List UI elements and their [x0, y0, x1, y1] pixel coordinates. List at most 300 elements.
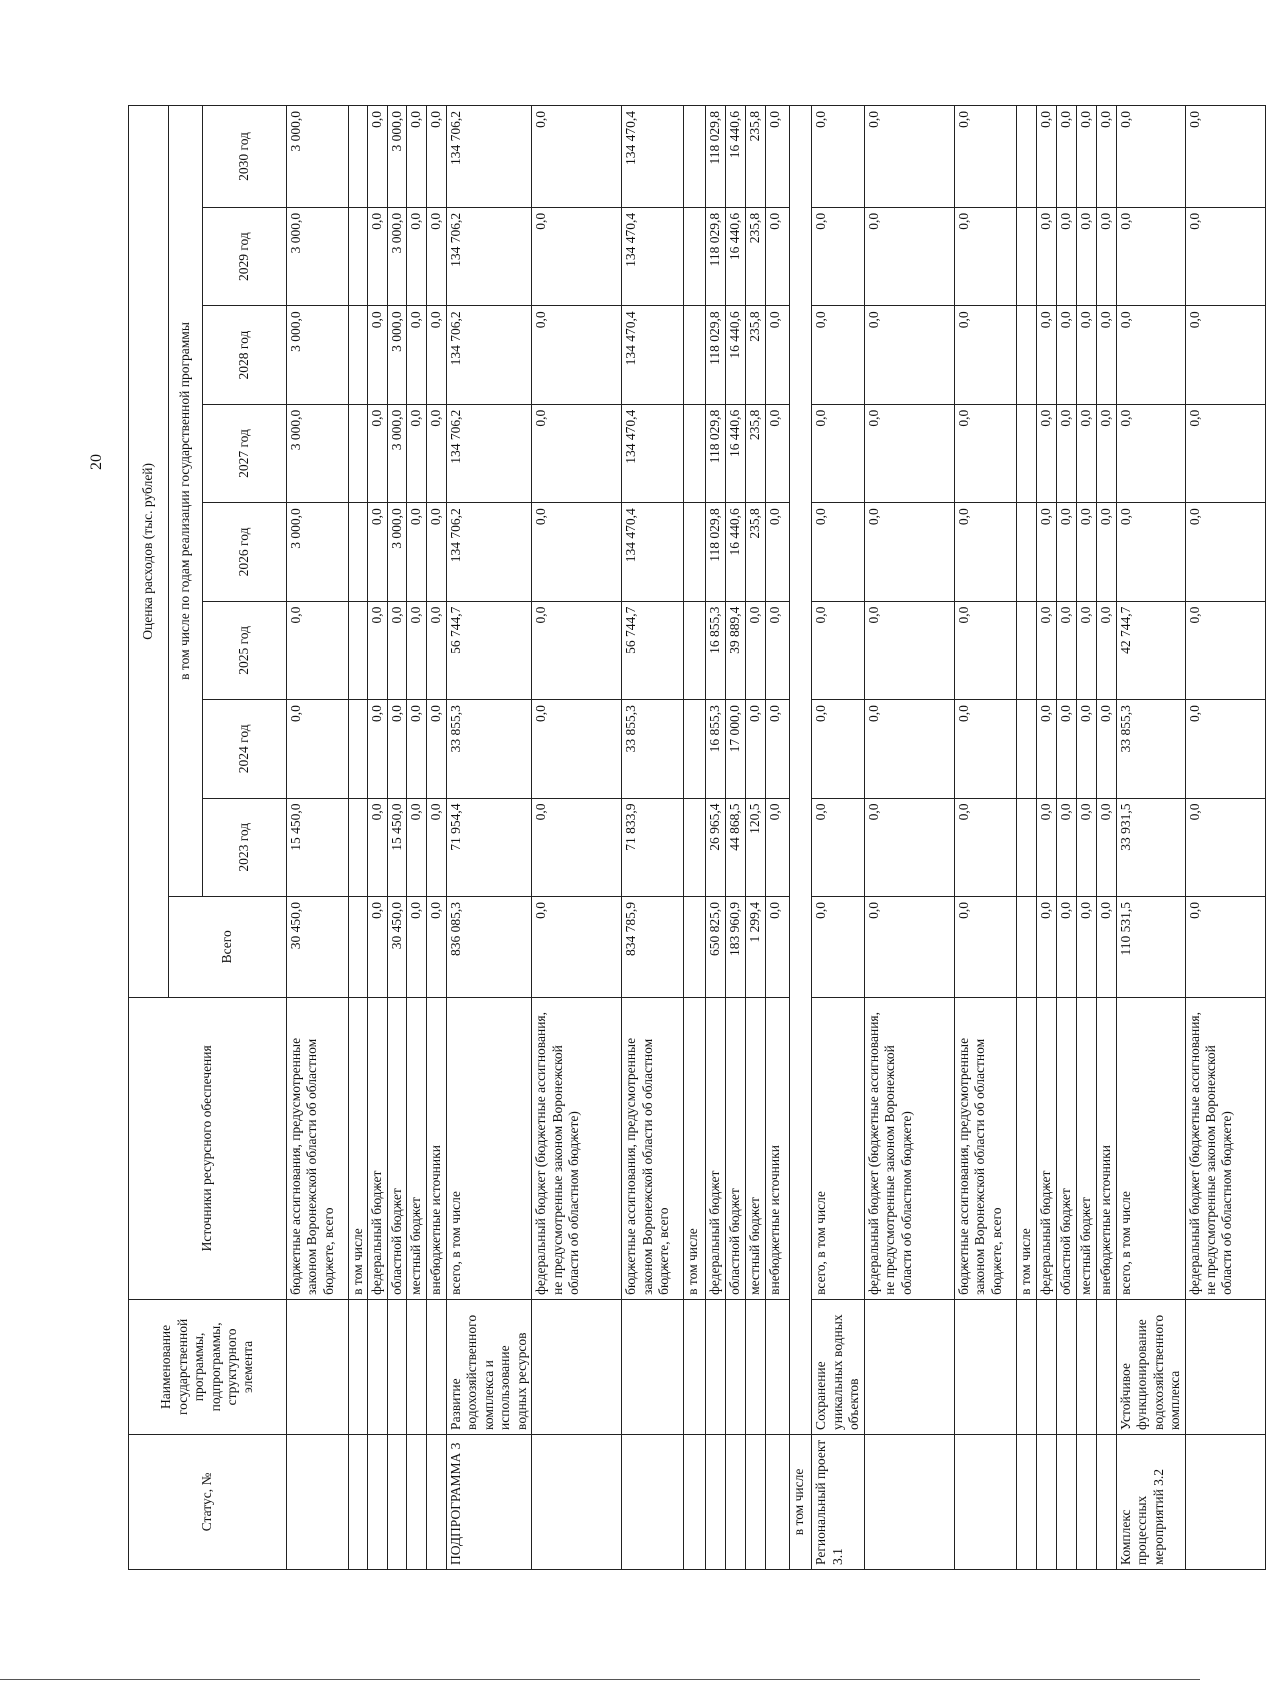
year-value-cell: 118 029,8: [706, 503, 726, 601]
year-value-cell: 0,0: [812, 404, 864, 502]
year-value-cell: 16 440,6: [726, 306, 746, 404]
year-value-cell: 0,0: [864, 106, 954, 208]
year-value-cell: 0,0: [1056, 503, 1076, 601]
status-cell: [622, 1434, 684, 1569]
year-value-cell: 0,0: [532, 700, 622, 798]
year-value-cell: 0,0: [1116, 306, 1185, 404]
source-cell: всего, в том числе: [812, 997, 864, 1299]
year-value-cell: 0,0: [1076, 503, 1096, 601]
year-value-cell: 235,8: [746, 106, 766, 208]
total-value-cell: [349, 896, 368, 997]
year-value-cell: 0,0: [1076, 207, 1096, 305]
year-value-cell: 0,0: [864, 207, 954, 305]
total-value-cell: 0,0: [1036, 896, 1056, 997]
year-value-cell: 0,0: [426, 106, 446, 208]
year-value-cell: 0,0: [746, 601, 766, 699]
table-row: [622, 106, 684, 1570]
year-value-cell: 16 855,3: [706, 700, 726, 798]
year-value-cell: [1016, 404, 1036, 502]
source-cell: всего, в том числе: [446, 997, 531, 1299]
source-cell: бюджетные ассигнования, предусмотренные законом Воронежской области об областном бюджете, всего: [954, 997, 1016, 1299]
status-cell: [1096, 1434, 1116, 1569]
year-value-cell: 0,0: [1056, 700, 1076, 798]
source-cell: областной бюджет: [726, 997, 746, 1299]
year-value-cell: 0,0: [368, 601, 387, 699]
year-value-cell: 0,0: [426, 306, 446, 404]
year-value-cell: 0,0: [1036, 601, 1056, 699]
status-cell: Комплекс процессных мероприятий 3.2: [1116, 1434, 1185, 1569]
status-cell: [426, 1434, 446, 1569]
year-value-cell: 33 855,3: [1116, 700, 1185, 798]
year-value-cell: 33 855,3: [446, 700, 531, 798]
name-cell: [1076, 1299, 1096, 1434]
year-value-cell: 0,0: [426, 798, 446, 896]
year-value-cell: 0,0: [1076, 404, 1096, 502]
page-number: 20: [88, 454, 105, 470]
year-value-cell: 120,5: [746, 798, 766, 896]
year-value-cell: 0,0: [387, 700, 406, 798]
table-row: [1016, 106, 1036, 1570]
year-value-cell: 0,0: [1076, 106, 1096, 208]
year-value-cell: 235,8: [746, 306, 766, 404]
total-value-cell: 650 825,0: [706, 896, 726, 997]
name-cell: [954, 1299, 1016, 1434]
year-value-cell: 0,0: [407, 207, 426, 305]
total-value-cell: 836 085,3: [446, 896, 531, 997]
name-cell: [766, 1299, 790, 1434]
year-value-cell: 0,0: [864, 798, 954, 896]
year-value-cell: [349, 207, 368, 305]
year-value-cell: 0,0: [368, 404, 387, 502]
year-value-cell: 3 000,0: [287, 207, 349, 305]
year-value-cell: 0,0: [1096, 601, 1116, 699]
status-cell: ПОДПРОГРАММА 3: [446, 1434, 531, 1569]
status-cell: [954, 1434, 1016, 1569]
total-value-cell: 1 299,4: [746, 896, 766, 997]
total-value-cell: 0,0: [407, 896, 426, 997]
header-source: Источники ресурсного обеспечения: [129, 997, 287, 1299]
table-row: [1036, 106, 1056, 1570]
year-value-cell: 0,0: [368, 798, 387, 896]
year-value-cell: 0,0: [746, 700, 766, 798]
year-value-cell: [349, 306, 368, 404]
year-value-cell: 0,0: [1185, 404, 1265, 502]
total-value-cell: 183 960,9: [726, 896, 746, 997]
source-cell: федеральный бюджет (бюджетные ассигнования, не предусмотренные законом Воронежской области об областном бюджете): [1185, 997, 1265, 1299]
year-value-cell: 26 965,4: [706, 798, 726, 896]
year-value-cell: 0,0: [532, 306, 622, 404]
source-cell: в том числе: [1016, 997, 1036, 1299]
year-value-cell: 0,0: [1036, 700, 1056, 798]
year-value-cell: 0,0: [954, 601, 1016, 699]
year-value-cell: 0,0: [1185, 503, 1265, 601]
year-value-cell: 0,0: [1076, 601, 1096, 699]
year-value-cell: 0,0: [1116, 404, 1185, 502]
name-cell: [1056, 1299, 1076, 1434]
year-value-cell: 0,0: [407, 798, 426, 896]
year-value-cell: [349, 798, 368, 896]
total-value-cell: 0,0: [1185, 896, 1265, 997]
year-value-cell: 15 450,0: [387, 798, 406, 896]
name-cell: [706, 1299, 726, 1434]
year-value-cell: 0,0: [287, 601, 349, 699]
status-cell: [1076, 1434, 1096, 1569]
table-row: [426, 106, 446, 1570]
year-value-cell: 0,0: [954, 306, 1016, 404]
year-value-cell: [349, 106, 368, 208]
year-value-cell: [1016, 106, 1036, 208]
source-cell: федеральный бюджет: [368, 997, 387, 1299]
source-cell: внебюджетные источники: [426, 997, 446, 1299]
table-row: [1096, 106, 1116, 1570]
table-row: [812, 106, 864, 1570]
name-cell: [349, 1299, 368, 1434]
year-value-cell: 0,0: [368, 207, 387, 305]
table-row: [726, 106, 746, 1570]
year-value-cell: 17 000,0: [726, 700, 746, 798]
year-value-cell: 56 744,7: [622, 601, 684, 699]
year-value-cell: 0,0: [1185, 306, 1265, 404]
year-value-cell: 16 440,6: [726, 404, 746, 502]
year-value-cell: 3 000,0: [387, 207, 406, 305]
year-value-cell: 3 000,0: [387, 503, 406, 601]
name-cell: [287, 1299, 349, 1434]
year-value-cell: 0,0: [766, 798, 790, 896]
name-cell: [864, 1299, 954, 1434]
header-name: Наименование государственной программы, подпрограммы, структурного элемента: [129, 1299, 287, 1434]
year-value-cell: 0,0: [812, 601, 864, 699]
year-value-cell: 0,0: [812, 700, 864, 798]
year-value-cell: 0,0: [864, 503, 954, 601]
status-cell: [864, 1434, 954, 1569]
year-value-cell: [1016, 700, 1036, 798]
year-value-cell: 0,0: [1096, 207, 1116, 305]
total-value-cell: 30 450,0: [387, 896, 406, 997]
year-value-cell: 0,0: [766, 207, 790, 305]
source-cell: местный бюджет: [1076, 997, 1096, 1299]
year-value-cell: 16 440,6: [726, 106, 746, 208]
header-year: 2026 год: [203, 503, 287, 601]
year-value-cell: 71 833,9: [622, 798, 684, 896]
status-cell: [726, 1434, 746, 1569]
year-value-cell: 44 868,5: [726, 798, 746, 896]
header-by-years: в том числе по годам реализации государственной программы: [169, 106, 203, 897]
year-value-cell: 118 029,8: [706, 404, 726, 502]
year-value-cell: [349, 601, 368, 699]
year-value-cell: 0,0: [1036, 106, 1056, 208]
status-cell: [1056, 1434, 1076, 1569]
year-value-cell: 0,0: [812, 106, 864, 208]
year-value-cell: 0,0: [812, 798, 864, 896]
status-cell: [532, 1434, 622, 1569]
year-value-cell: 16 440,6: [726, 207, 746, 305]
header-year: 2023 год: [203, 798, 287, 896]
year-value-cell: 0,0: [426, 700, 446, 798]
status-cell: [1036, 1434, 1056, 1569]
year-value-cell: [684, 106, 706, 208]
name-cell: [426, 1299, 446, 1434]
year-value-cell: 3 000,0: [387, 306, 406, 404]
year-value-cell: 15 450,0: [287, 798, 349, 896]
total-value-cell: 0,0: [1076, 896, 1096, 997]
year-value-cell: 33 931,5: [1116, 798, 1185, 896]
year-value-cell: 56 744,7: [446, 601, 531, 699]
year-value-cell: 3 000,0: [387, 106, 406, 208]
year-value-cell: 0,0: [1116, 106, 1185, 208]
name-cell: [746, 1299, 766, 1434]
year-value-cell: 0,0: [287, 700, 349, 798]
year-value-cell: 0,0: [426, 601, 446, 699]
year-value-cell: 0,0: [1096, 306, 1116, 404]
source-cell: бюджетные ассигнования, предусмотренные законом Воронежской области об областном бюджете, всего: [287, 997, 349, 1299]
table-row: [368, 106, 387, 1570]
year-value-cell: 134 706,2: [446, 306, 531, 404]
name-cell: [387, 1299, 406, 1434]
header-status: Статус, №: [129, 1434, 287, 1569]
year-value-cell: 235,8: [746, 404, 766, 502]
year-value-cell: [684, 798, 706, 896]
year-value-cell: 0,0: [766, 106, 790, 208]
year-value-cell: 0,0: [368, 106, 387, 208]
year-value-cell: 118 029,8: [706, 207, 726, 305]
header-year: 2024 год: [203, 700, 287, 798]
table-row: [387, 106, 406, 1570]
rotated-page: [128, 105, 1235, 1570]
total-value-cell: 110 531,5: [1116, 896, 1185, 997]
table-row: [790, 106, 812, 1570]
header-year: 2027 год: [203, 404, 287, 502]
year-value-cell: 0,0: [407, 601, 426, 699]
year-value-cell: 134 470,4: [622, 404, 684, 502]
year-value-cell: 0,0: [812, 306, 864, 404]
header-year: 2025 год: [203, 601, 287, 699]
year-value-cell: 0,0: [426, 404, 446, 502]
source-cell: областной бюджет: [387, 997, 406, 1299]
year-value-cell: [1016, 306, 1036, 404]
total-value-cell: [684, 896, 706, 997]
year-value-cell: 0,0: [1036, 404, 1056, 502]
source-cell: бюджетные ассигнования, предусмотренные законом Воронежской области об областном бюджете, всего: [622, 997, 684, 1299]
table-row: [1056, 106, 1076, 1570]
status-cell: Региональный проект 3.1: [812, 1434, 864, 1569]
scan-edge-line: [0, 1679, 1200, 1680]
header-year: 2029 год: [203, 207, 287, 305]
total-value-cell: 0,0: [954, 896, 1016, 997]
source-cell: всего, в том числе: [1116, 997, 1185, 1299]
year-value-cell: 33 855,3: [622, 700, 684, 798]
year-value-cell: 3 000,0: [387, 404, 406, 502]
year-value-cell: 39 889,4: [726, 601, 746, 699]
source-cell: областной бюджет: [1056, 997, 1076, 1299]
year-value-cell: 0,0: [954, 700, 1016, 798]
status-cell: [746, 1434, 766, 1569]
year-value-cell: [684, 601, 706, 699]
total-value-cell: 0,0: [368, 896, 387, 997]
header-estimate: Оценка расходов (тыс. рублей): [129, 106, 169, 998]
name-cell: [407, 1299, 426, 1434]
source-cell: федеральный бюджет (бюджетные ассигнования, не предусмотренные законом Воронежской области об областном бюджете): [532, 997, 622, 1299]
year-value-cell: 0,0: [954, 798, 1016, 896]
year-value-cell: 71 954,4: [446, 798, 531, 896]
status-cell: [1185, 1434, 1265, 1569]
year-value-cell: 0,0: [766, 601, 790, 699]
year-value-cell: 134 706,2: [446, 106, 531, 208]
year-value-cell: 0,0: [766, 404, 790, 502]
status-cell: [706, 1434, 726, 1569]
year-value-cell: 0,0: [1185, 106, 1265, 208]
table-row: [1076, 106, 1096, 1570]
table-row: [287, 106, 349, 1570]
year-value-cell: 0,0: [368, 503, 387, 601]
year-value-cell: 0,0: [407, 306, 426, 404]
table-row: [684, 106, 706, 1570]
year-value-cell: 3 000,0: [287, 106, 349, 208]
year-value-cell: 0,0: [368, 700, 387, 798]
total-value-cell: 0,0: [1096, 896, 1116, 997]
year-value-cell: 118 029,8: [706, 306, 726, 404]
name-cell: [1016, 1299, 1036, 1434]
year-value-cell: 0,0: [864, 404, 954, 502]
year-value-cell: 134 470,4: [622, 503, 684, 601]
year-value-cell: 235,8: [746, 503, 766, 601]
year-value-cell: 0,0: [1096, 700, 1116, 798]
year-value-cell: 0,0: [407, 700, 426, 798]
status-cell: [684, 1434, 706, 1569]
year-value-cell: 0,0: [1116, 503, 1185, 601]
source-cell: внебюджетные источники: [1096, 997, 1116, 1299]
year-value-cell: 0,0: [532, 106, 622, 208]
year-value-cell: 0,0: [954, 503, 1016, 601]
table-row: [954, 106, 1016, 1570]
year-value-cell: 0,0: [864, 306, 954, 404]
source-cell: федеральный бюджет: [1036, 997, 1056, 1299]
year-value-cell: 0,0: [812, 503, 864, 601]
status-cell: [349, 1434, 368, 1569]
year-value-cell: 0,0: [1185, 798, 1265, 896]
year-value-cell: 235,8: [746, 207, 766, 305]
year-value-cell: 0,0: [1076, 798, 1096, 896]
year-value-cell: 3 000,0: [287, 306, 349, 404]
year-value-cell: [1016, 798, 1036, 896]
year-value-cell: 0,0: [532, 503, 622, 601]
table-row: [349, 106, 368, 1570]
year-value-cell: 0,0: [1036, 207, 1056, 305]
year-value-cell: 0,0: [1076, 700, 1096, 798]
year-value-cell: 3 000,0: [287, 404, 349, 502]
year-value-cell: 0,0: [1185, 601, 1265, 699]
year-value-cell: [684, 306, 706, 404]
header-year: 2028 год: [203, 306, 287, 404]
year-value-cell: 0,0: [1056, 106, 1076, 208]
year-value-cell: 134 706,2: [446, 207, 531, 305]
year-value-cell: 0,0: [1036, 306, 1056, 404]
year-value-cell: 134 470,4: [622, 306, 684, 404]
name-cell: [1185, 1299, 1265, 1434]
header-total: Всего: [169, 896, 287, 997]
year-value-cell: 0,0: [1116, 207, 1185, 305]
status-cell: [766, 1434, 790, 1569]
name-cell: [726, 1299, 746, 1434]
header-year: 2030 год: [203, 106, 287, 208]
year-value-cell: 0,0: [1096, 798, 1116, 896]
source-cell: внебюджетные источники: [766, 997, 790, 1299]
total-value-cell: 30 450,0: [287, 896, 349, 997]
year-value-cell: [1016, 601, 1036, 699]
year-value-cell: 0,0: [1056, 798, 1076, 896]
year-value-cell: 0,0: [407, 106, 426, 208]
year-value-cell: 0,0: [1056, 601, 1076, 699]
year-value-cell: 0,0: [954, 404, 1016, 502]
status-cell: [1016, 1434, 1036, 1569]
year-value-cell: 0,0: [1096, 503, 1116, 601]
name-cell: Развитие водохозяйственного комплекса и использование водных ресурсов: [446, 1299, 531, 1434]
year-value-cell: 0,0: [864, 601, 954, 699]
name-cell: [622, 1299, 684, 1434]
year-value-cell: 16 440,6: [726, 503, 746, 601]
year-value-cell: 0,0: [532, 601, 622, 699]
budget-table: [128, 105, 1266, 1570]
year-value-cell: 134 470,4: [622, 207, 684, 305]
name-cell: [1036, 1299, 1056, 1434]
year-value-cell: 0,0: [1056, 207, 1076, 305]
year-value-cell: 0,0: [766, 306, 790, 404]
name-cell: Сохранение уникальных водных объектов: [812, 1299, 864, 1434]
source-cell: федеральный бюджет (бюджетные ассигнования, не предусмотренные законом Воронежской области об областном бюджете): [864, 997, 954, 1299]
year-value-cell: 0,0: [766, 700, 790, 798]
source-cell: местный бюджет: [746, 997, 766, 1299]
total-value-cell: 0,0: [532, 896, 622, 997]
year-value-cell: 0,0: [812, 207, 864, 305]
year-value-cell: 0,0: [532, 207, 622, 305]
year-value-cell: 134 470,4: [622, 106, 684, 208]
year-value-cell: [1016, 503, 1036, 601]
source-cell: в том числе: [349, 997, 368, 1299]
year-value-cell: [349, 404, 368, 502]
year-value-cell: [684, 404, 706, 502]
table-row: [446, 106, 531, 1570]
year-value-cell: 0,0: [1096, 106, 1116, 208]
year-value-cell: [684, 503, 706, 601]
total-value-cell: 0,0: [426, 896, 446, 997]
year-value-cell: 0,0: [426, 207, 446, 305]
year-value-cell: 0,0: [1056, 306, 1076, 404]
name-cell: Устойчивое функционирование водохозяйственного комплекса: [1116, 1299, 1185, 1434]
total-value-cell: 0,0: [1056, 896, 1076, 997]
year-value-cell: [684, 700, 706, 798]
status-cell: [407, 1434, 426, 1569]
year-value-cell: [1016, 207, 1036, 305]
name-cell: [532, 1299, 622, 1434]
empty-cell: [790, 106, 812, 1435]
year-value-cell: 0,0: [532, 798, 622, 896]
year-value-cell: 0,0: [954, 106, 1016, 208]
status-cell: [387, 1434, 406, 1569]
year-value-cell: 0,0: [407, 503, 426, 601]
status-cell: [368, 1434, 387, 1569]
year-value-cell: 0,0: [1036, 798, 1056, 896]
year-value-cell: 134 706,2: [446, 503, 531, 601]
source-cell: федеральный бюджет: [706, 997, 726, 1299]
total-value-cell: 0,0: [766, 896, 790, 997]
year-value-cell: 0,0: [368, 306, 387, 404]
year-value-cell: [349, 700, 368, 798]
table-row: [532, 106, 622, 1570]
section-label: в том числе: [790, 1434, 812, 1569]
table-row: [746, 106, 766, 1570]
year-value-cell: 0,0: [864, 700, 954, 798]
year-value-cell: 42 744,7: [1116, 601, 1185, 699]
year-value-cell: 16 855,3: [706, 601, 726, 699]
